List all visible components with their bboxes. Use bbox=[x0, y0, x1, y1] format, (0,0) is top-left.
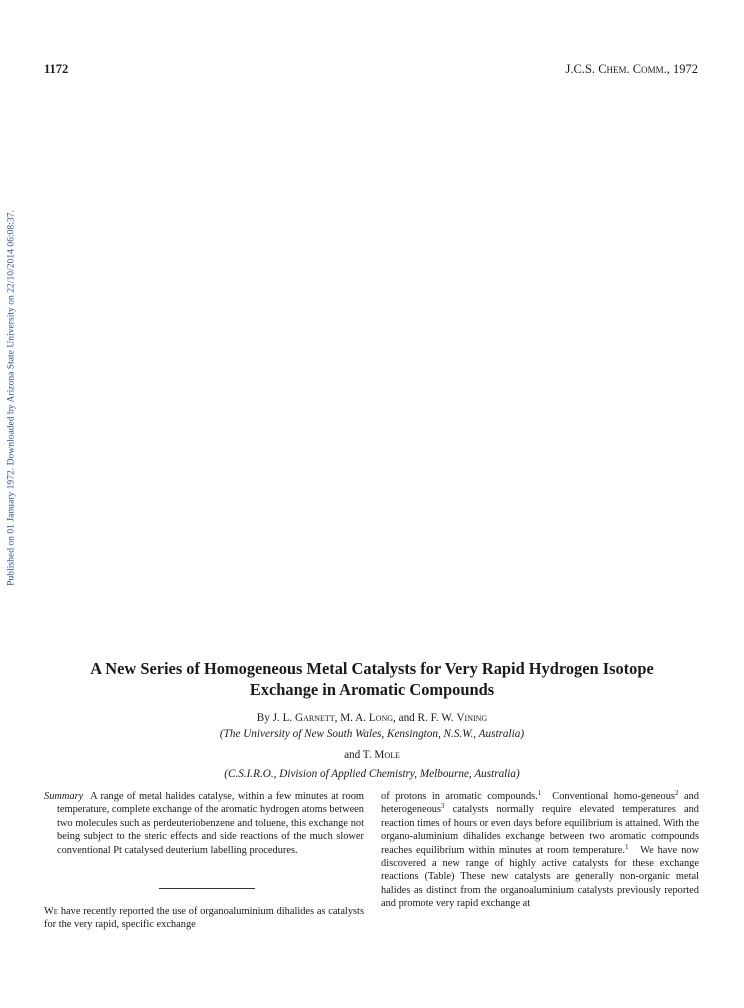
author-long: Long, bbox=[368, 712, 396, 724]
citation-2: 2 bbox=[674, 789, 679, 797]
dropcap-word: We bbox=[44, 906, 59, 917]
page-number: 1172 bbox=[44, 62, 69, 76]
affiliation-unsw: (The University of New South Wales, Kensington, N.S.W., Australia) bbox=[219, 728, 525, 740]
author-vining: Vining bbox=[456, 712, 488, 724]
body-left-text: have recently reported the use of organoaluminium dihalides as catalysts for the very rapid, specific exchange bbox=[44, 906, 364, 931]
citation-3: 3 bbox=[441, 802, 445, 811]
author-by: By J. L. bbox=[256, 712, 293, 724]
body-right-text-1: of protons in aromatic compounds. bbox=[381, 791, 538, 802]
author-mole-initials: and T. bbox=[344, 749, 372, 761]
journal-header bbox=[566, 62, 698, 77]
author-mole: Mole bbox=[374, 749, 400, 761]
citation-1b: 1 bbox=[625, 842, 629, 851]
summary-block bbox=[44, 790, 364, 857]
journal-comm: Comm., bbox=[632, 62, 670, 76]
author-garnett: Garnett, bbox=[295, 712, 338, 724]
body-left-column bbox=[44, 905, 364, 932]
body-right-column bbox=[381, 790, 699, 911]
journal-year: 1972 bbox=[673, 62, 698, 76]
download-watermark bbox=[4, 186, 18, 610]
title-line-1: A New Series of Homogeneous Metal Catalysts for Very Rapid Hydrogen Isotope bbox=[90, 659, 654, 678]
section-divider bbox=[159, 888, 255, 889]
author-line-2 bbox=[0, 749, 744, 761]
citation-1: 1 bbox=[537, 789, 542, 797]
summary-paragraph bbox=[44, 790, 364, 857]
author-long-initials: M. A. bbox=[340, 712, 367, 724]
body-right-text-4: catalysts normally require elevated temperatures and reaction times of hours or even days before equilibrium is attained. With the organo-aluminium dihalides exchange between two aromatic compounds reaches equilibrium within minutes at room temperature. bbox=[381, 804, 699, 856]
journal-abbrev: J.C.S. bbox=[565, 62, 596, 76]
author-line bbox=[0, 712, 744, 724]
article-title bbox=[40, 658, 704, 700]
download-watermark-text: Published on 01 January 1972. Downloaded by Arizona State University on 22/10/2014 06:08:37. bbox=[5, 210, 17, 586]
body-right-text-2: Conventional homo-geneous bbox=[552, 791, 675, 802]
body-right-text-5: We have now discovered a new range of highly active catalysts for these exchange reactions (Table) These new catalysts are generally non-organic metal halides as distinct from the organoaluminium catalysts previously reported and promote very rapid exchange at bbox=[381, 844, 699, 910]
affiliation-csiro: (C.S.I.R.O., Division of Applied Chemistry, Melbourne, Australia) bbox=[224, 768, 520, 780]
summary-text: A range of metal halides catalyse, within a few minutes at room temperature, complete exchange of the aromatic hydrogen atoms between two molecules such as perdeuteriobenzene and toluene, this exchange not being subject to the steric effects and side reactions of the much slower conventional Pt catalysed deuterium labelling procedures. bbox=[57, 791, 364, 856]
body-right-text-3: and heterogeneous bbox=[381, 791, 699, 816]
journal-chem: Chem. bbox=[598, 62, 630, 76]
author-vining-initials: and R. F. W. bbox=[398, 712, 454, 724]
summary-label: Summary bbox=[44, 791, 84, 802]
title-line-2: Exchange in Aromatic Compounds bbox=[249, 680, 495, 699]
